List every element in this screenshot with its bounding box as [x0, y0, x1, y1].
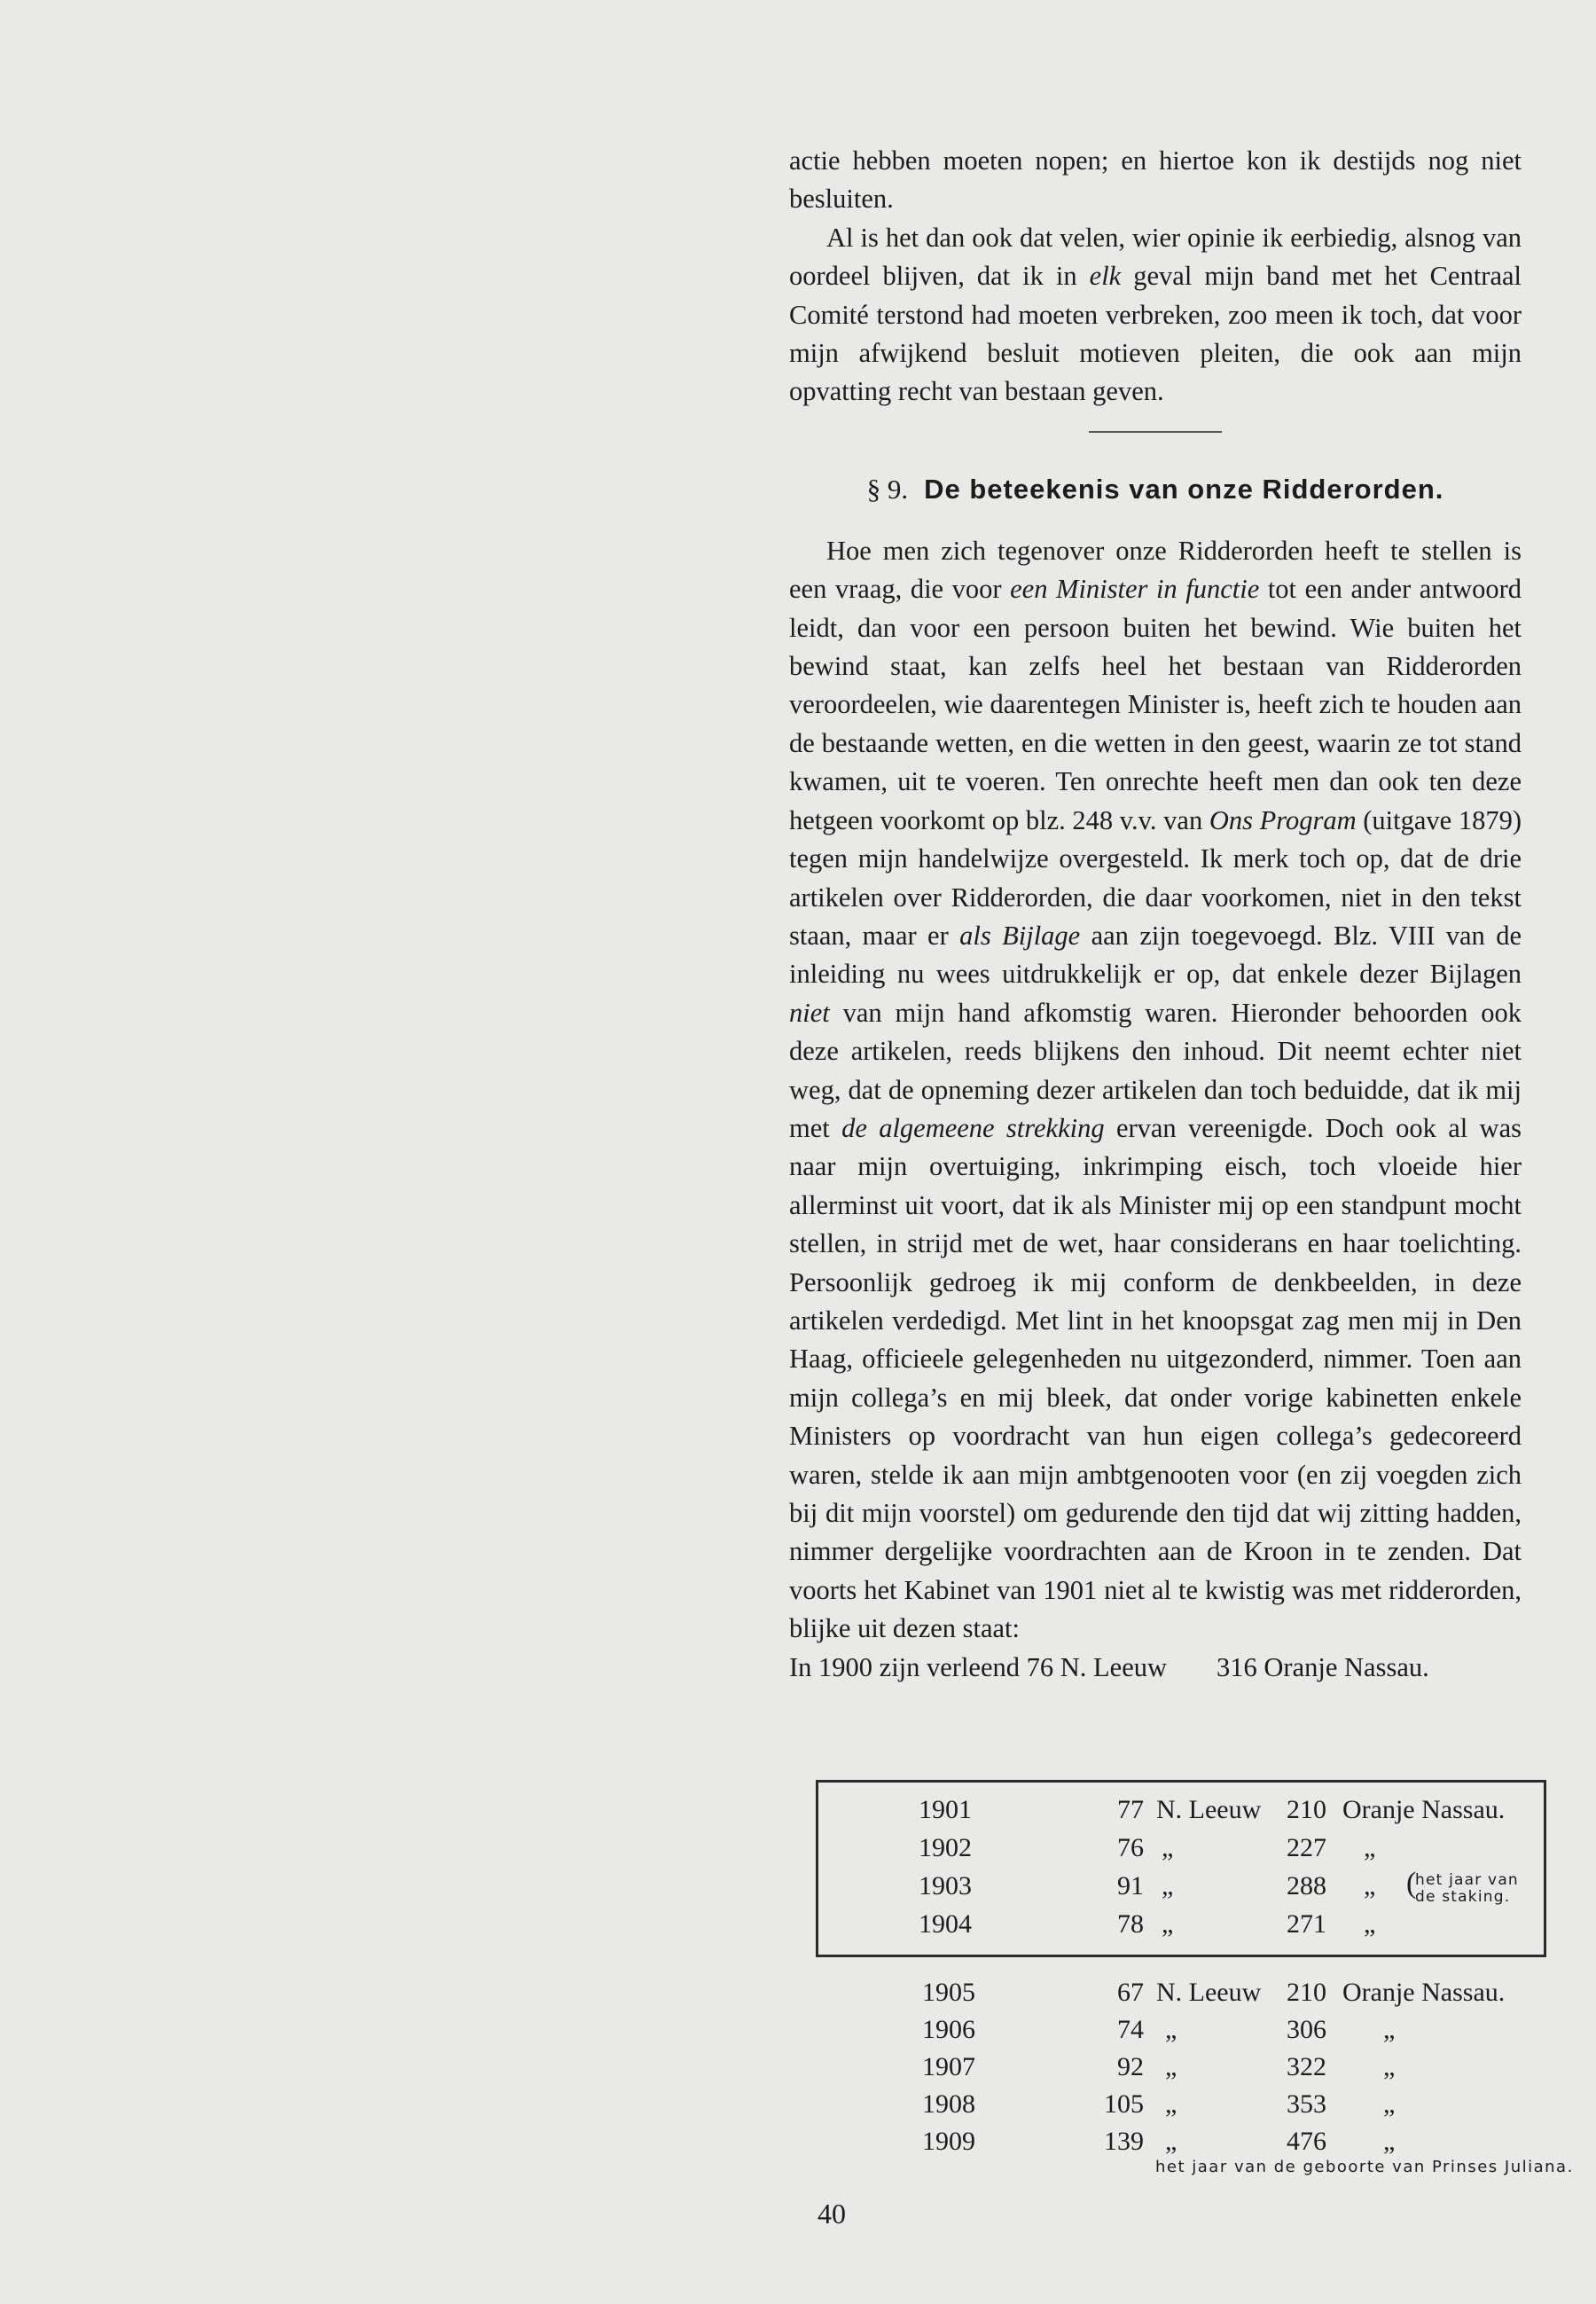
year-cell: 1908 [922, 2089, 975, 2119]
note-staking [1415, 1872, 1519, 1906]
year-cell: 1901 [919, 1795, 972, 1824]
text-column [789, 142, 1522, 1687]
nl-count-cell: 74 [1117, 2015, 1144, 2044]
emphasis-elk: elk [1089, 261, 1122, 292]
paragraph-text: van mijn hand afkomstig waren. Hieronder behoorden ook deze artikelen, reeds blijkens den inhoud. Dit neemt echter niet weg, dat de opneming dezer artikelen dan toch beduidde, dat ik mij met [789, 997, 1522, 1143]
paragraph-text: ervan vereenigde. Doch ook al was naar mijn overtuiging, inkrimping eisch, toch vloeide hier allerminst uit voort, dat ik als Minister mij op een standpunt mocht stellen, in strijd met de wet, haar considerans en haar toelichting. Persoonlijk gedroeg ik mij conform de denkbeelden, in deze artikelen verdedigd. Met lint in het knoopsgat zag men mij in Den Haag, officieele gelegenheden nu uitgezonderd, nimmer. Toen aan mijn collega’s en mij bleek, dat onder vorige kabinetten enkele Ministers op voordracht van hun eigen collega’s gedecoreerd waren, stelde ik aan mijn ambtgenooten voor (en zij voegden zich bij dit mijn voorstel) om gedurende den tijd dat wij zitting hadden, nimmer dergelijke voordrachten aan de Kroon in te zenden. Dat voorts het Kabinet van 1901 niet al te kwistig was met ridderorden, blijke uit dezen staat: [789, 1112, 1522, 1644]
on-label-cell: „ [1383, 2127, 1396, 2156]
on-count-cell: 476 [1287, 2127, 1326, 2156]
table-row [816, 2085, 1552, 2123]
on-label-cell: „ [1383, 2089, 1396, 2119]
section-divider [1089, 431, 1222, 433]
nl-count-cell: 139 [1104, 2127, 1144, 2156]
year-1900-on-label: Oranje Nassau. [1264, 1651, 1429, 1682]
year-1900-nl-value: 76 [1026, 1651, 1054, 1682]
paragraph-text: Hoe men zich tegenover onze Ridderorden heeft te stellen is een vraag, die voor [789, 535, 1522, 605]
table-row [816, 1905, 1552, 1943]
emphasis-bijlage: als Bijlage [959, 920, 1081, 951]
table-row [816, 2122, 1552, 2160]
year-cell: 1902 [919, 1833, 972, 1862]
nl-count-cell: 77 [1117, 1795, 1144, 1824]
note-bracket: ( [1406, 1867, 1417, 1900]
nl-label-cell: N. Leeuw [1156, 1978, 1262, 2007]
emphasis-ons-program: Ons Program [1209, 804, 1357, 835]
year-cell: 1903 [919, 1871, 972, 1900]
paragraph-comite [789, 219, 1522, 411]
paragraph-text: geval mijn band met het Centraal Comité terstond had moeten verbreken, zoo meen ik toch, dat voor mijn afwijkend besluit motieven pleiten, die ook aan mijn opvatting recht van bestaan geven. [789, 261, 1522, 407]
emphasis-niet: niet [789, 997, 830, 1028]
footnote-juliana: het jaar van de geboorte van Prinses Juliana. [1155, 2158, 1574, 2176]
nl-count-cell: 76 [1117, 1833, 1144, 1862]
on-label-cell: „ [1383, 2015, 1396, 2044]
on-label-cell: „ [1364, 1833, 1376, 1862]
year-1900-nl-label: N. Leeuw [1060, 1651, 1168, 1682]
year-cell: 1909 [922, 2127, 975, 2156]
section-title: De beteekenis van onze Ridderorden. [924, 473, 1444, 505]
nl-count-cell: 78 [1117, 1909, 1144, 1939]
year-1900-on-value: 316 [1217, 1651, 1257, 1682]
nl-count-cell: 91 [1117, 1871, 1144, 1900]
nl-label-cell: „ [1165, 2089, 1177, 2119]
on-count-cell: 306 [1287, 2015, 1326, 2044]
paragraph-continuation: actie hebben moeten nopen; en hiertoe kon ik destijds nog niet besluiten. [789, 145, 1522, 215]
emphasis-strekking: de algemeene strekking [841, 1112, 1105, 1143]
nl-count-cell: 92 [1117, 2052, 1144, 2081]
on-label-cell: „ [1364, 1909, 1376, 1939]
section-heading [789, 468, 1522, 511]
nl-count-cell: 105 [1104, 2089, 1144, 2119]
emphasis-minister: een Minister in functie [1010, 574, 1260, 605]
year-cell: 1906 [922, 2015, 975, 2044]
year-cell: 1907 [922, 2052, 975, 2081]
table-row [816, 1973, 1552, 2011]
nl-label-cell: „ [1165, 2052, 1177, 2081]
paragraph-text: Al is het dan ook dat velen, wier opinie ik eerbiedig, alsnog van oordeel blijven, dat ik in [789, 222, 1522, 292]
paragraph-text: tot een ander antwoord leidt, dan voor een persoon buiten het bewind. Wie buiten het bewind staat, kan zelfs heel het bestaan van Ridderorden veroordeelen, wie daarentegen Minister is, heeft zich te houden aan de bestaande wetten, en die wetten in den geest, waarin ze tot stand kwamen, uit te voeren. Ten onrechte heeft men dan ook ten deze hetgeen voorkomt op blz. 248 v.v. van [789, 574, 1522, 835]
on-label-cell: Oranje Nassau. [1342, 1978, 1506, 2007]
table-row [816, 1867, 1552, 1905]
on-label-cell: „ [1364, 1871, 1376, 1900]
paragraph-text: (uitgave 1879) tegen mijn handelwijze overgesteld. Ik merk toch op, dat de drie artikelen over Ridderorden, die daar voorkomen, niet in den tekst staan, maar er [789, 804, 1522, 951]
on-count-cell: 227 [1287, 1833, 1326, 1862]
on-count-cell: 322 [1287, 2052, 1326, 2081]
year-cell: 1905 [922, 1978, 975, 2007]
nl-count-cell: 67 [1117, 1978, 1144, 2007]
paragraph-ridderorden [789, 532, 1522, 1649]
table-row [816, 2010, 1552, 2049]
page-number: 40 [818, 2198, 846, 2230]
note-line: het jaar van [1415, 1871, 1519, 1889]
nl-label-cell: „ [1162, 1871, 1174, 1900]
on-count-cell: 353 [1287, 2089, 1326, 2119]
year-cell: 1904 [919, 1909, 972, 1939]
on-count-cell: 271 [1287, 1909, 1326, 1939]
table-row [816, 1791, 1552, 1829]
table-row [816, 2048, 1552, 2086]
on-label-cell: Oranje Nassau. [1342, 1795, 1506, 1824]
year-1900-line [789, 1649, 1522, 1687]
note-line: de staking. [1415, 1888, 1511, 1906]
on-count-cell: 210 [1287, 1795, 1326, 1824]
nl-label-cell: N. Leeuw [1156, 1795, 1262, 1824]
section-number: § 9. [866, 473, 909, 505]
on-count-cell: 210 [1287, 1978, 1326, 2007]
on-count-cell: 288 [1287, 1871, 1326, 1900]
on-label-cell: „ [1383, 2052, 1396, 2081]
nl-label-cell: „ [1165, 2127, 1177, 2156]
table-row [816, 1829, 1552, 1867]
year-1900-intro: In 1900 zijn verleend [789, 1651, 1021, 1682]
nl-label-cell: „ [1165, 2015, 1177, 2044]
nl-label-cell: „ [1162, 1909, 1174, 1939]
nl-label-cell: „ [1162, 1833, 1174, 1862]
paragraph-text: aan zijn toegevoegd. Blz. VIII van de inleiding nu wees uitdrukkelijk er op, dat enkele dezer Bijlagen [789, 920, 1522, 990]
